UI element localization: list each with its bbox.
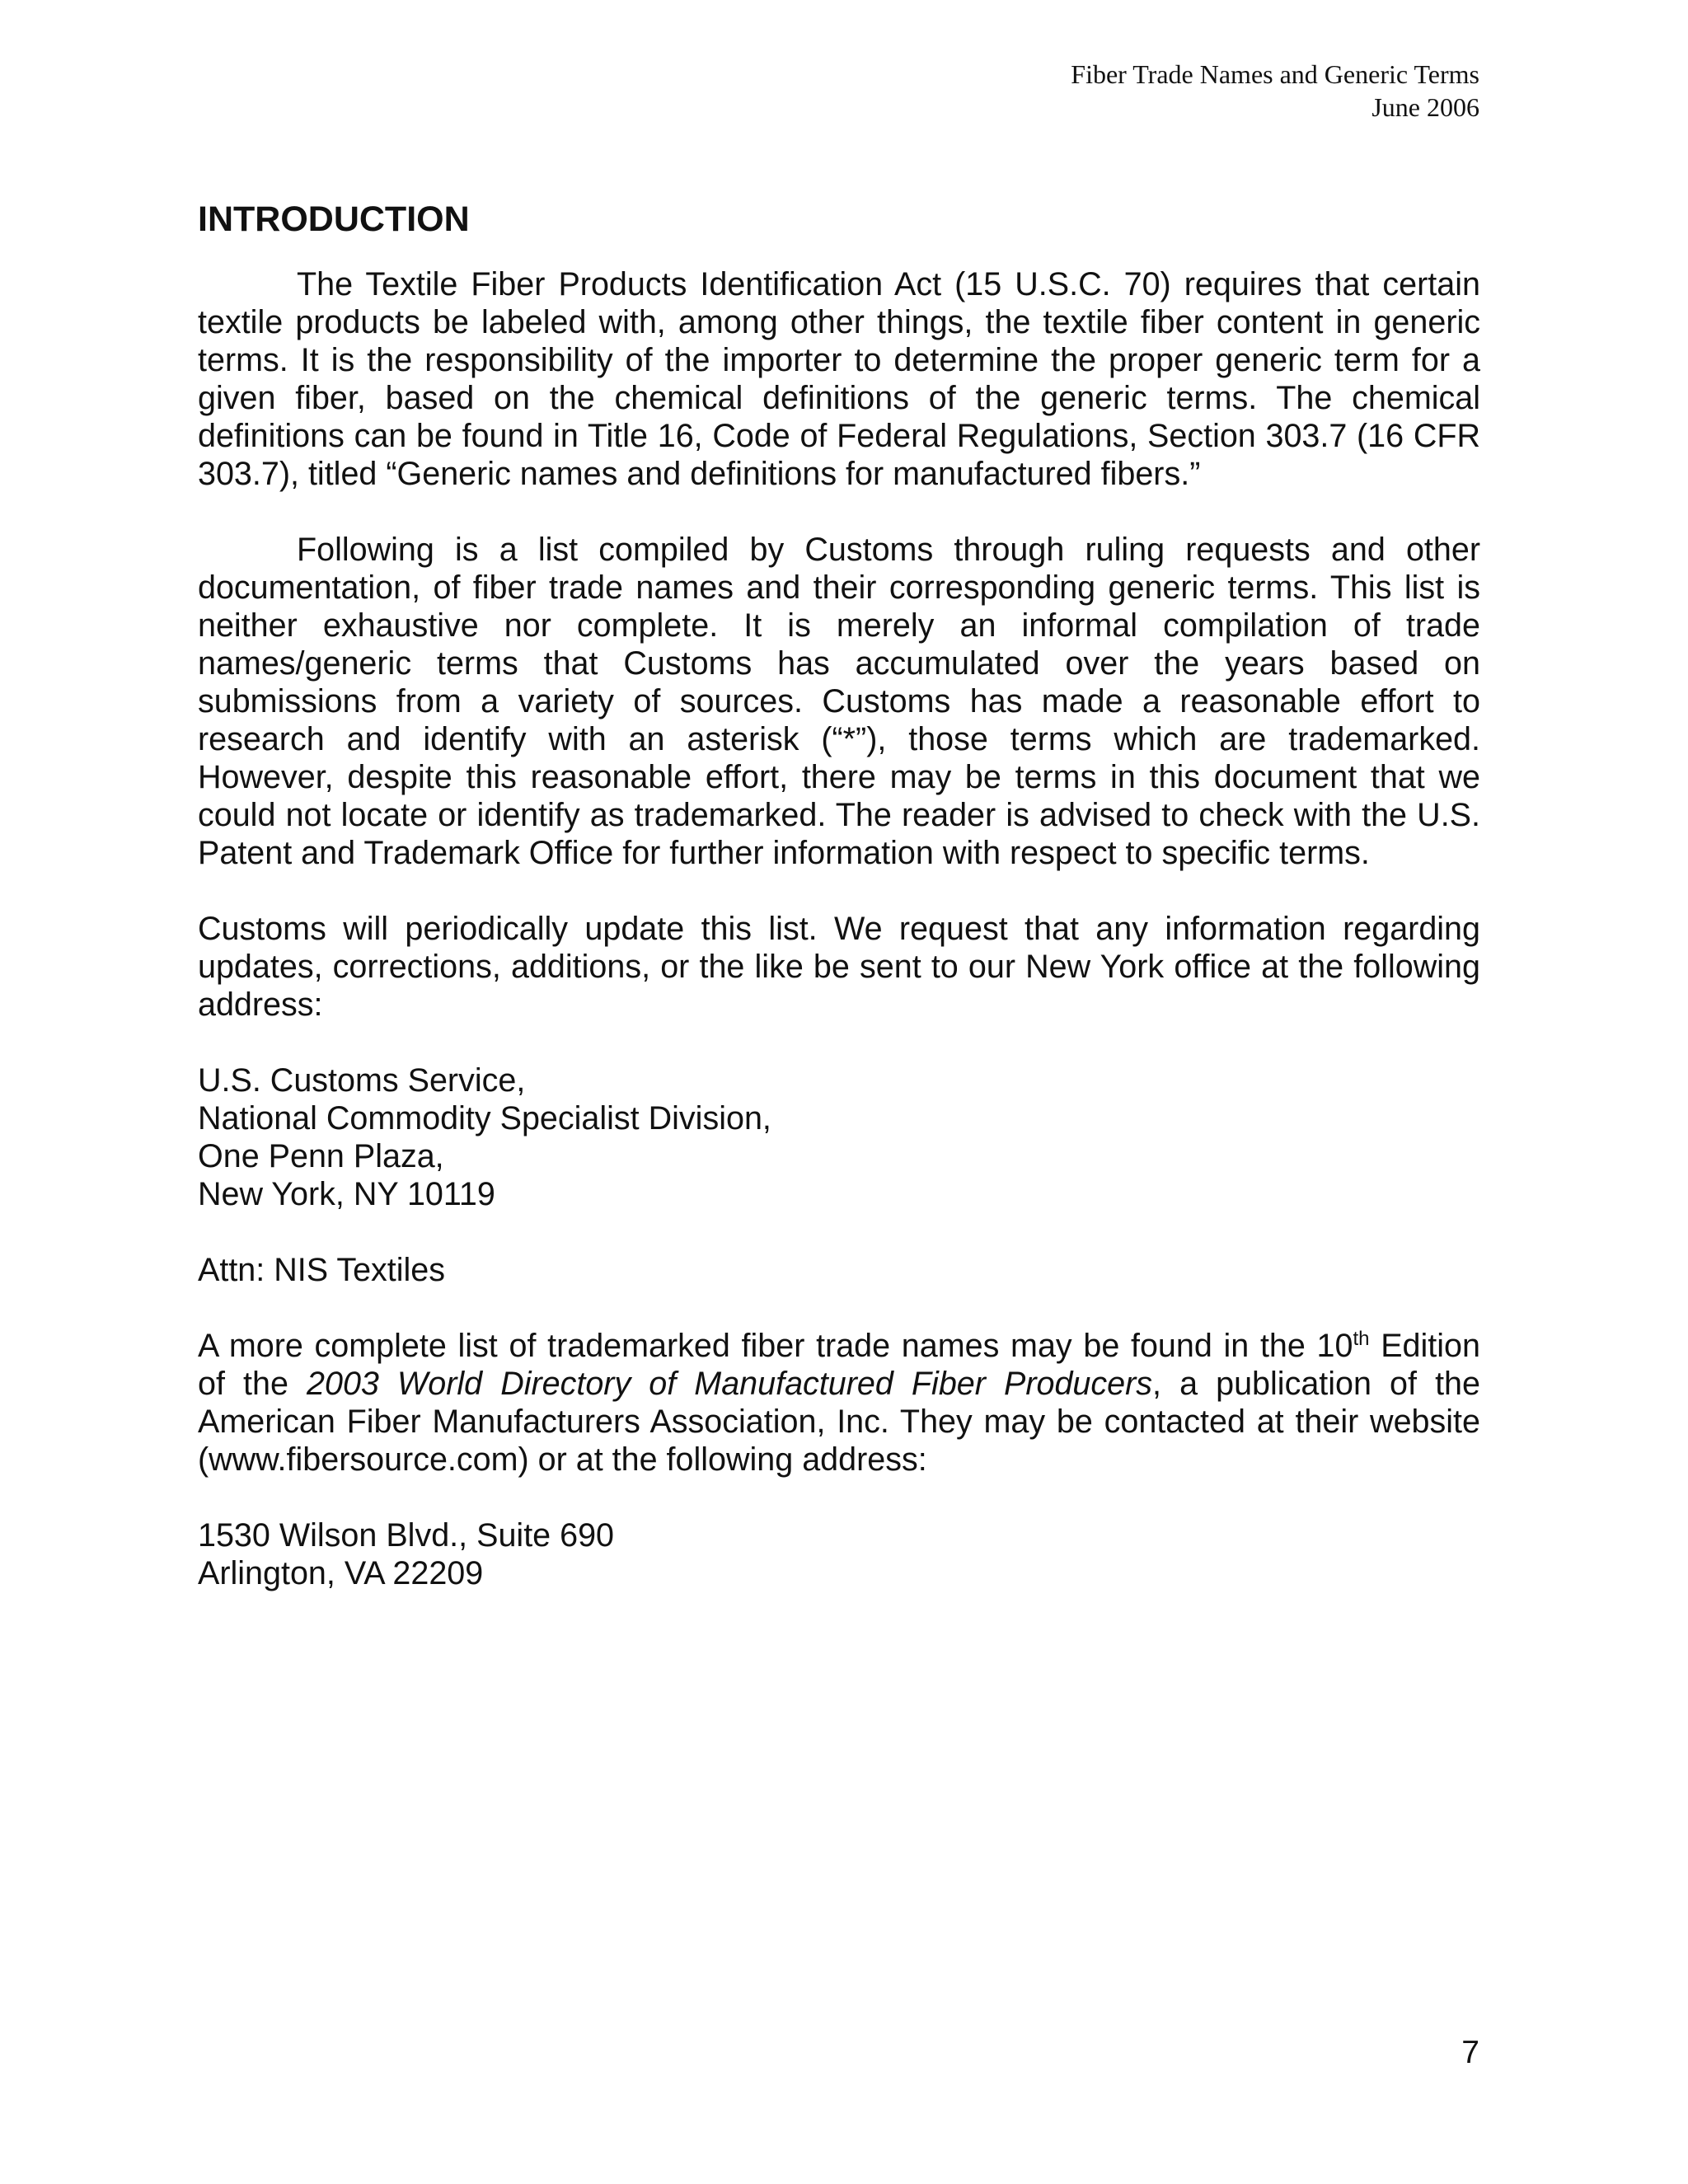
paragraph-update-request: Customs will periodically update this list. We request that any information regarding updates, corrections, additions, or the like be sent to our New York office at the following address: [198, 911, 1480, 1023]
edition-superscript: th [1353, 1327, 1370, 1350]
address-line: 1530 Wilson Blvd., Suite 690 [198, 1517, 615, 1554]
paragraph-textile-act: The Textile Fiber Products Identification Act (15 U.S.C. 70) requires that certain textile products be labeled with, among other things, the textile fiber content in generic terms. It is the responsibility of the importer to determine the proper generic term for a given fiber, based on the chemical definitions of the generic terms. The chemical definitions can be found in Title 16, Code of Federal Regulations, Section 303.7 (16 CFR 303.7), titled “Generic names and definitions for manufactured fibers.” [198, 266, 1480, 492]
address-line: Arlington, VA 22209 [198, 1555, 484, 1591]
page-number: 7 [1461, 2035, 1479, 2070]
address-line: New York, NY 10119 [198, 1176, 495, 1212]
address-line: One Penn Plaza, [198, 1138, 444, 1174]
address-line: U.S. Customs Service, [198, 1062, 526, 1099]
page-header [1071, 58, 1479, 124]
section-title: INTRODUCTION [198, 199, 470, 239]
directory-text-part: A more complete list of trademarked fiber trade names may be found in the 10 [198, 1328, 1353, 1364]
header-document-title: Fiber Trade Names and Generic Terms [1071, 59, 1479, 89]
attention-line: Attn: NIS Textiles [198, 1252, 446, 1288]
address-customs [198, 1062, 1480, 1213]
paragraph-list-description: Following is a list compiled by Customs through ruling requests and other documentation, of fiber trade names and their corresponding generic terms. This list is neither exhaustive nor complete. It is merely an informal compilation of trade names/generic terms that Customs has accumulated over the years based on submissions from a variety of sources. Customs has made a reasonable effort to research and identify with an asterisk (“*”), those terms which are trademarked. However, despite this reasonable effort, there may be terms in this document that we could not locate or identify as trademarked. The reader is advised to check with the U.S. Patent and Trademark Office for further information with respect to specific terms. [198, 532, 1480, 871]
document-body [198, 194, 1480, 1630]
directory-text-part: Edition of the [198, 1328, 1480, 1402]
header-date: June 2006 [1372, 92, 1479, 122]
address-line: National Commodity Specialist Division, [198, 1100, 771, 1137]
directory-publication-title: 2003 World Directory of Manufactured Fiber Producers [307, 1366, 1153, 1402]
address-afma [198, 1516, 1480, 1592]
paragraph-directory-reference [198, 1327, 1480, 1479]
directory-text-part: , a publication of the American Fiber Manufacturers Association, Inc. They may be contacted at their website (www.fibersource.com) or at the following address: [198, 1366, 1480, 1478]
